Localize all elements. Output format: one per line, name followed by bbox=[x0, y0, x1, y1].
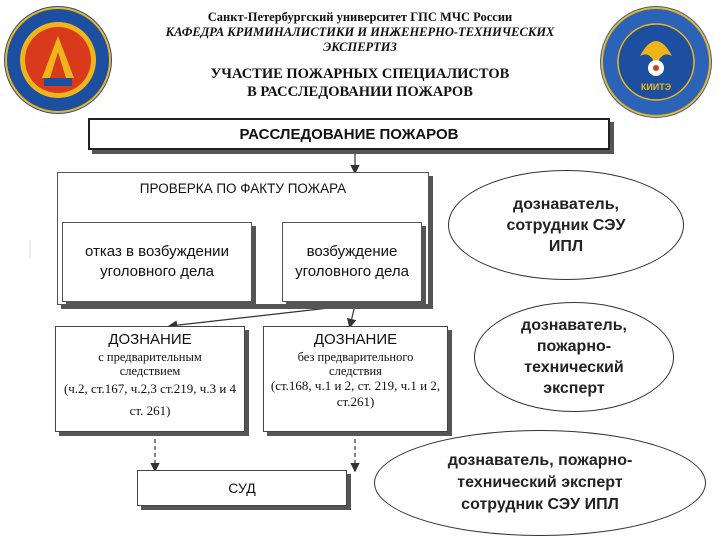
inquiry-right-articles: (ст.168, ч.1 и 2, ст. 219, ч.1 и 2, ст.261) bbox=[270, 378, 441, 409]
inquiry-left-articles: (ч.2, ст.167, ч.2,3 ст.219, ч.3 и 4 ст. 261) bbox=[63, 381, 237, 418]
court-box bbox=[137, 470, 347, 506]
participant-ellipse-1 bbox=[448, 170, 684, 280]
department-name: КАФЕДРА КРИМИНАЛИСТИКИ И ИНЖЕНЕРНО-ТЕХНИЧЕСКИХ ЭКСПЕРТИЗ bbox=[165, 25, 555, 54]
investigation-label: РАССЛЕДОВАНИЕ ПОЖАРОВ bbox=[239, 125, 459, 143]
department-emblem-label: КИИТЭ bbox=[640, 82, 672, 92]
participant-2-label: дознаватель, пожарно-технический эксперт bbox=[521, 317, 627, 397]
inquiry-left-title: ДОЗНАНИЕ bbox=[108, 331, 192, 348]
participant-1-label: дознаватель, сотрудник СЭУ ИПЛ bbox=[506, 195, 626, 255]
inquiry-right-subtitle: без предварительного следствия bbox=[297, 350, 414, 378]
arrow-initiation-to-inquiry-right bbox=[350, 305, 355, 326]
refusal-label: отказ в возбуждении уголовного дела bbox=[85, 243, 229, 280]
participant-ellipse-3 bbox=[374, 430, 706, 536]
inquiry-right-title: ДОЗНАНИЕ bbox=[313, 331, 398, 348]
participant-3-label: дознаватель, пожарно-технический эксперт сотрудник СЭУ ИПЛ bbox=[447, 452, 633, 513]
inquiry-right-box bbox=[263, 326, 448, 432]
inquiry-left-subtitle: с предварительным следствием bbox=[98, 350, 202, 378]
page-title-line-2: В РАССЛЕДОВАНИИ ПОЖАРОВ bbox=[247, 84, 473, 100]
investigation-box bbox=[88, 118, 610, 150]
page-title-line-1: УЧАСТИЕ ПОЖАРНЫХ СПЕЦИАЛИСТОВ bbox=[210, 66, 510, 82]
arrow-initiation-to-inquiry-left bbox=[170, 305, 355, 326]
check-label: ПРОВЕРКА ПО ФАКТУ ПОЖАРА bbox=[139, 181, 347, 196]
participant-ellipse-2 bbox=[474, 302, 674, 412]
initiation-label: возбуждение уголовного дела bbox=[295, 243, 409, 280]
court-label: СУД bbox=[228, 480, 256, 496]
refusal-box bbox=[62, 222, 252, 302]
initiation-box bbox=[282, 222, 422, 302]
inquiry-left-box bbox=[55, 326, 245, 432]
university-name: Санкт-Петербургский университет ГПС МЧС России bbox=[207, 10, 513, 24]
